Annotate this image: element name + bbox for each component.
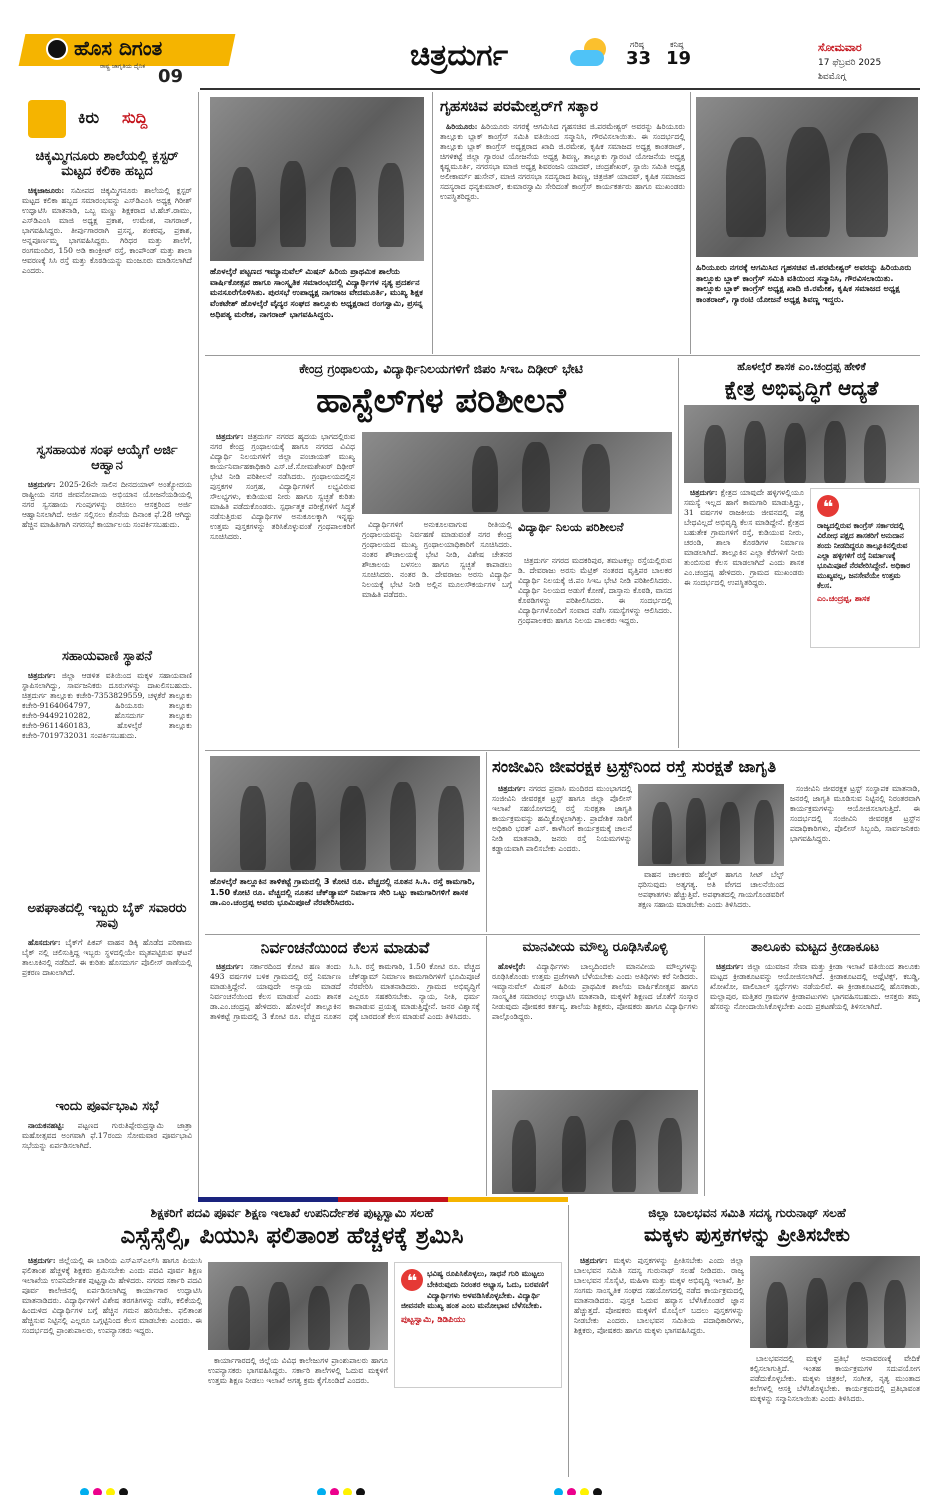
maanaveeya-body — [492, 962, 698, 1084]
balabhavana-text: ಮಕ್ಕಳು ಪುಸ್ತಕಗಳನ್ನು ಪ್ರೀತಿಸಬೇಕು ಎಂದು ಜಿಲ್ಲಾ ಬಾಲಭವನ ಸಮಿತಿ ಸದಸ್ಯ ಗುರುನಾಥ್ ಸಲಹೆ ನೀಡಿದರು. ರಾಜ್ಯ ಬಾಲಭವನ ಸೊಸೈಟಿ, ಮಹಿಳಾ ಮತ್ತು ಮಕ್ಕಳ ಅಭಿವೃದ್ಧಿ ಇಲಾಖೆ, ಶ್ರೀ ಸಂಗಮ ಸಾಂಸ್ಕೃತಿಕ ಸಂಘದ ಸಹಯೋಗದಲ್ಲಿ ನಡೆದ ಕಾರ್ಯಕ್ರಮದಲ್ಲಿ ಮಾತನಾಡಿದರು. ಪುಸ್ತಕ ಓದುವ ಹವ್ಯಾಸ ಬೆಳೆಸಿಕೊಂಡರೆ ಜ್ಞಾನ ಹೆಚ್ಚುತ್ತದೆ. ಪೋಷಕರು ಮಕ್ಕಳಿಗೆ ಮೊಬೈಲ್ ಬದಲು ಪುಸ್ತಕಗಳನ್ನು ನೀಡಬೇಕು ಎಂದರು. ಬಾಲಭವನ ಸಮಿತಿಯ ಪದಾಧಿಕಾರಿಗಳು, ಶಿಕ್ಷಕರು, ಪೋಷಕರು ಹಾಗೂ ಮಕ್ಕಳು ಭಾಗವಹಿಸಿದ್ದರು. — [574, 1256, 744, 1336]
nirvanchana-text: ಸರ್ಕಾರದಿಂದ ಕೋಟಿ ಹಣ ತಂದು 493 ವರ್ಷಗಳ ಬಳಿಕ ಗ್ರಾಮದಲ್ಲಿ ರಸ್ತೆ ನಿರ್ಮಾಣ ಮಾಡುತ್ತಿದ್ದೇನೆ. ಯಾವುದೇ ಅನ್ಯಾಯ ಮಾಡದೆ ನಿರ್ವಂಚನೆಯಿಂದ ಕೆಲಸ ಮಾಡುವೆ ಎಂದು ಶಾಸಕ ಡಾ.ಎಂ.ಚಂದ್ರಪ್ಪ ಹೇಳಿದರು. ಹೊಳಲ್ಕೆರೆ ತಾಲ್ಲೂಕಿನ ತಾಳಿಕಟ್ಟೆ ಗ್ರಾಮದಲ್ಲಿ 3 ಕೋಟಿ ರೂ. ವೆಚ್ಚದ ನೂತನ ಸಿ.ಸಿ. ರಸ್ತೆ ಕಾಮಗಾರಿ, 1.50 ಕೋಟಿ ರೂ. ವೆಚ್ಚದ ಚೆಕ್‌ಡ್ಯಾಮ್ ನಿರ್ಮಾಣ ಕಾಮಗಾರಿಗಳಿಗೆ ಭೂಮಿಪೂಜೆ ನೆರವೇರಿಸಿ ಮಾತನಾಡಿದರು. ಗ್ರಾಮದ ಅಭಿವೃದ್ಧಿಗೆ ಎಲ್ಲರೂ ಸಹಕರಿಸಬೇಕು. ನ್ಯಾಯ, ನೀತಿ, ಧರ್ಮ ಕಾಪಾಡುವ ಪ್ರಯತ್ನ ಮಾಡುತ್ತಿದ್ದೇನೆ. ಜನರ ವಿಶ್ವಾಸಕ್ಕೆ ಧಕ್ಕೆ ಬಾರದಂತೆ ಕೆಲಸ ಮಾಡುವೆ ಎಂದು ತಿಳಿಸಿದರು. — [210, 962, 480, 1022]
lead-body-col2 — [362, 520, 512, 744]
balabhavana-body — [574, 1256, 744, 1472]
sidebar-item-head: ಸ್ವಸಹಾಯಕ ಸಂಘ ಆಯ್ಕೆಗೆ ಅರ್ಜಿ ಆಹ್ವಾನ — [36, 443, 178, 473]
holalkere-headline: ಕ್ಷೇತ್ರ ಅಭಿವೃದ್ಧಿಗೆ ಆದ್ಯತೆ — [724, 376, 879, 400]
sidebar-item-body: 2025-26ನೇ ಸಾಲಿನ ದೀನದಯಾಳ್ ಅಂತ್ಯೋದಯ ರಾಷ್ಟ್ರೀಯ ನಗರ ಜೀವನೋಪಾಯ ಅಭಿಯಾನ ಯೋಜನೆಯಡಿಯಲ್ಲಿ ನಗರ ಸ್ವಸಹಾಯ ಗುಂಪುಗಳನ್ನು ರಚಿಸಲು ಆಸಕ್ತರಿಂದ ಅರ್ಜಿ ಆಹ್ವಾನಿಸಲಾಗಿದೆ. ಅರ್ಜಿ ಸಲ್ಲಿಸಲು ಕೊನೆಯ ದಿನಾಂಕ ಫೆ.28 ಆಗಿದ್ದು ಹೆಚ್ಚಿನ ಮಾಹಿತಿಗಾಗಿ ನಗರಸಭೆ ಕಾರ್ಯಾಲಯ ಸಂಪರ್ಕಿಸಬಹುದು. — [22, 479, 192, 529]
paper-name: ಹೊಸ ದಿಗಂತ — [74, 36, 163, 60]
quote-icon: ❝ — [817, 495, 839, 517]
sslc-body-col2 — [208, 1356, 388, 1472]
balabhavana-photo — [750, 1256, 920, 1348]
parameshwar-text: ಹಿರಿಯೂರು ನಗರಕ್ಕೆ ಆಗಮಿಸಿದ ಗೃಹಸಚಿವ ಜಿ.ಪರಮೇಶ್ವರ್ ಅವರನ್ನು ಹಿರಿಯೂರು ತಾಲ್ಲೂಕು ಬ್ಲಾಕ್ ಕಾಂಗ್ರೆಸ್ ಸಮಿತಿ ವತಿಯಿಂದ ಸನ್ಮಾನಿಸಿ, ಗೌರವಿಸಲಾಯಿತು. ಈ ಸಂದರ್ಭದಲ್ಲಿ ತಾಲ್ಲೂಕು ಬ್ಲಾಕ್ ಕಾಂಗ್ರೆಸ್ ಅಧ್ಯಕ್ಷರಾದ ಖಾದಿ ಜಿ.ರಮೇಶ, ಕೃಷಿಕ ಸಮಾಜದ ಅಧ್ಯಕ್ಷ ಕಾಂತರಾಜ್, ಚಿಗಳಿಕಟ್ಟೆ ಜಿಲ್ಲಾ ಗ್ಯಾರಂಟಿ ಯೋಜನೆಯ ಅಧ್ಯಕ್ಷ ಶಿವಣ್ಣ, ತಾಲ್ಲೂಕು ಗ್ಯಾರಂಟಿ ಯೋಜನೆಯ ಅಧ್ಯಕ್ಷ ಕೃಷ್ಣಮೂರ್ತಿ, ನಗರಸಭಾ ಮಾಜಿ ಅಧ್ಯಕ್ಷ ಶಿವರಂಜನಿ ಯಾದವ್, ಚಂದ್ರಶೇಖರ್, ಸ್ಥಾಯಿ ಸಮಿತಿ ಅಧ್ಯಕ್ಷ ಅಲೀಕಾರ್ಮ್ ಹುಸೇನ್, ಮಾಜಿ ನಗರಸಭಾ ಸದಸ್ಯರಾದ ಶಿವಣ್ಣ, ಚಿತ್ರಜಿತ್ ಯಾದವ್, ಕೃಷಿಕ ಸಮಾಜದ ಸದಸ್ಯರಾದ ಧನ್ಯಕುಮಾರ್, ಕುಮಾರಸ್ವಾಮಿ ಸೇರಿದಂತೆ ಕಾಂಗ್ರೆಸ್ ಕಾರ್ಯಕರ್ತರು ಹಾಗೂ ಮುಖಂಡರು ಉಪಸ್ಥಿತರಿದ್ದರು. — [440, 122, 685, 202]
library-photo — [362, 432, 672, 514]
kreeda-body — [710, 962, 920, 1194]
kreeda-dateline: ಚಿತ್ರದುರ್ಗ: — [716, 962, 744, 971]
sidebar-item — [22, 150, 192, 438]
kreeda-text: ಜಿಲ್ಲಾ ಯುವಜನ ಸೇವಾ ಮತ್ತು ಕ್ರೀಡಾ ಇಲಾಖೆ ವತಿಯಿಂದ ತಾಲೂಕು ಮಟ್ಟದ ಕ್ರೀಡಾಕೂಟವನ್ನು ಆಯೋಜಿಸಲಾಗಿದೆ. ಕ್ರೀಡಾಕೂಟದಲ್ಲಿ ಅಥ್ಲೆಟಿಕ್ಸ್, ಕಬಡ್ಡಿ, ಖೋಖೋ, ವಾಲಿಬಾಲ್ ಸ್ಪರ್ಧೆಗಳು ನಡೆಯಲಿವೆ. ಈ ಕ್ರೀಡಾಕೂಟದಲ್ಲಿ ಹೊಸಕಾಡು, ಮಲ್ಲಾಪುರ, ಮತ್ತಿತರ ಗ್ರಾಮಗಳ ಕ್ರೀಡಾಪಟುಗಳು ಭಾಗವಹಿಸಬಹುದು. ಆಸಕ್ತರು ತಮ್ಮ ಹೆಸರನ್ನು ನೋಂದಾಯಿಸಿಕೊಳ್ಳಬೇಕು ಎಂದು ಪ್ರಕಟಣೆಯಲ್ಲಿ ತಿಳಿಸಲಾಗಿದೆ. — [710, 962, 920, 1012]
sidebar-item-head: ಇಂದು ಪೂರ್ವಭಾವಿ ಸಭೆ — [55, 1099, 159, 1114]
hostel-subtext: ಚಿತ್ರದುರ್ಗ ನಗರದ ಮದಕರಿಪುರ, ತಮಟಕಲ್ಲು ರಸ್ತೆಯಲ್ಲಿರುವ ಡಿ. ದೇವರಾಜು ಅರಸು ಮೆಟ್ರಿಕ್ ನಂತರದ ವೃತ್ತಿಪರ ಬಾಲಕರ ವಿದ್ಯಾರ್ಥಿ ನಿಲಯಕ್ಕೆ ಜಿ.ಪಂ ಸಿಇಒ ಭೇಟಿ ನೀಡಿ ಪರಿಶೀಲಿಸಿದರು. ವಿದ್ಯಾರ್ಥಿ ನಿಲಯದ ಅಡುಗೆ ಕೋಣೆ, ದಾಸ್ತಾನು ಕೊಠಡಿ, ವಾಸದ ಕೊಠಡಿಗಳನ್ನು ಪರಿಶೀಲಿಸಿದರು. ಈ ಸಂದರ್ಭದಲ್ಲಿ ವಿದ್ಯಾರ್ಥಿಗಳೊಂದಿಗೆ ಸಂವಾದ ನಡೆಸಿ ಸಮಸ್ಯೆಗಳನ್ನು ಆಲಿಸಿದರು. ಗ್ರಂಥಪಾಲಕರು ಹಾಗೂ ನಿಲಯ ಪಾಲಕರು ಇದ್ದರು. — [518, 556, 672, 626]
holalkere-dateline: ಚಿತ್ರದುರ್ಗ: — [690, 488, 718, 497]
maanaveeya-text: ವಿದ್ಯಾರ್ಥಿಗಳು ಬಾಲ್ಯದಿಂದಲೇ ಮಾನವೀಯ ಮೌಲ್ಯಗಳನ್ನು ರೂಢಿಸಿಕೊಂಡು ಉತ್ತಮ ಪ್ರಜೆಗಳಾಗಿ ಬೆಳೆಯಬೇಕು ಎಂದು ಅತಿಥಿಗಳು ಕರೆ ನೀಡಿದರು. ಇಮ್ಯಾನುವೆಲ್ ಮಿಷನ್ ಹಿರಿಯ ಪ್ರಾಥಮಿಕ ಶಾಲೆಯ ವಾರ್ಷಿಕೋತ್ಸವ ಹಾಗೂ ಸಾಂಸ್ಕೃತಿಕ ಸಮಾರಂಭ ಉದ್ಘಾಟಿಸಿ ಮಾತನಾಡಿ, ಮಕ್ಕಳಿಗೆ ಶಿಕ್ಷಣದ ಜೊತೆಗೆ ಸಂಸ್ಕಾರ ನೀಡುವುದು ಪೋಷಕರ ಕರ್ತವ್ಯ. ಶಾಲೆಯ ಶಿಕ್ಷಕರು, ಪೋಷಕರು ಹಾಗೂ ವಿದ್ಯಾರ್ಥಿಗಳು ಪಾಲ್ಗೊಂಡಿದ್ದರು. — [492, 962, 698, 1022]
sanjeevini-col3 — [790, 784, 920, 932]
road-work-caption: ಹೊಳಲ್ಕೆರೆ ತಾಲ್ಲೂಕಿನ ತಾಳಿಕಟ್ಟೆ ಗ್ರಾಮದಲ್ಲಿ 3 ಕೋಟಿ ರೂ. ವೆಚ್ಚದಲ್ಲಿ ನೂತನ ಸಿ.ಸಿ. ರಸ್ತೆ ಕಾಮಗಾರಿ, 1.50 ಕೋಟಿ ರೂ. ವೆಚ್ಚದಲ್ಲಿ ನೂತನ ಚೆಕ್‌ಡ್ಯಾಮ್ ನಿರ್ಮಾಣ ಸೇರಿ ಒಟ್ಟು ಕಾಮಗಾರಿಗಳಿಗೆ ಶಾಸಕ ಡಾ.ಎಂ.ಚಂದ್ರಪ್ಪ ಅವರು ಭೂಮಿಪೂಜೆ ನೆರವೇರಿಸಿದರು. — [210, 876, 475, 908]
sanjeevini-text-3: ಸಂಜೀವಿನಿ ಜೀವರಕ್ಷಕ ಟ್ರಸ್ಟ್ ಸಂಸ್ಥಾಪಕ ಮಾತನಾಡಿ, ಜನರಲ್ಲಿ ಜಾಗೃತಿ ಮೂಡಿಸುವ ನಿಟ್ಟಿನಲ್ಲಿ ನಿರಂತರವಾಗಿ ಕಾರ್ಯಕ್ರಮಗಳನ್ನು ಆಯೋಜಿಸಲಾಗುತ್ತಿದೆ. ಈ ಸಂದರ್ಭದಲ್ಲಿ ಸಂಜೀವಿನಿ ಜೀವರಕ್ಷಕ ಟ್ರಸ್ಟ್‌ನ ಪದಾಧಿಕಾರಿಗಳು, ಪೊಲೀಸ್ ಸಿಬ್ಬಂದಿ, ಸಾರ್ವಜನಿಕರು ಭಾಗವಹಿಸಿದ್ದರು. — [790, 784, 920, 844]
print-registration-marks — [80, 1482, 900, 1492]
sidebar-item — [22, 444, 192, 644]
sidebar-dateline: ಚಿಕ್ಕಜಾಜೂರು: — [28, 185, 65, 195]
road-work-photo — [210, 756, 480, 872]
sanjeevini-dateline: ಚಿತ್ರದುರ್ಗ: — [498, 784, 526, 793]
sslc-body-col1 — [22, 1256, 202, 1472]
holalkere-quote: ರಾಜ್ಯದಲ್ಲಿರುವ ಕಾಂಗ್ರೆಸ್ ಸರ್ಕಾರದಲ್ಲಿ ವಿರೋಧ ಪಕ್ಷದ ಶಾಸಕರಿಗೆ ಅನುದಾನ ತಂದು ನೀಡದಿದ್ದರೂ ತಾಲ್ಲೂಕಿನಲ್ಲಿರುವ ಎಲ್ಲಾ ಹಳ್ಳಿಗಳಿಗೆ ರಸ್ತೆ ನಿರ್ಮಾಣಕ್ಕೆ ಭೂಮಿಪೂಜೆ ನೆರವೇರಿಸಿದ್ದೇನೆ. ಅಧಿಕಾರ ಮುಖ್ಯವಲ್ಲ, ಜನಸೇವೆಯೇ ಉತ್ತಮ ಕೆಲಸ. — [817, 521, 911, 590]
min-temp: 19 — [666, 48, 692, 69]
sslc-dateline: ಚಿತ್ರದುರ್ಗ: — [28, 1256, 56, 1265]
sanjeevini-col1 — [492, 784, 632, 932]
sidebar-dateline: ಚಿತ್ರದುರ್ಗ: — [28, 670, 56, 680]
lead-text-2: ವಿದ್ಯಾರ್ಥಿಗಳಿಗೆ ಅನುಕೂಲವಾಗುವ ರೀತಿಯಲ್ಲಿ ಗ್ರಂಥಾಲಯವನ್ನು ನಿರ್ವಹಣೆ ಮಾಡುವಂತೆ ನಗರ ಕೇಂದ್ರ ಗ್ರಂಥಾಲಯದ ಮುಖ್ಯ ಗ್ರಂಥಾಲಯಾಧಿಕಾರಿಗೆ ಸೂಚಿಸಿದರು. ನಂತರ ಶೌಚಾಲಯಕ್ಕೆ ಭೇಟಿ ನೀಡಿ, ವಿಶೇಷ ಚೇತನರ ಶೌಚಾಲಯ ಬಳಸಲು ಹಾಗೂ ಸ್ವಚ್ಛತೆ ಕಾಪಾಡಲು ಸೂಚಿಸಿದರು. ನಂತರ ಡಿ. ದೇವರಾಜು ಅರಸು ವಿದ್ಯಾರ್ಥಿ ನಿಲಯಕ್ಕೆ ಭೇಟಿ ನೀಡಿ ಅಲ್ಲಿನ ಮೂಲಸೌಕರ್ಯಗಳ ಬಗ್ಗೆ ಮಾಹಿತಿ ಪಡೆದರು. — [362, 520, 512, 600]
school-dance-caption: ಹೊಳಲ್ಕೆರೆ ಪಟ್ಟಣದ ಇಮ್ಯಾನುವೆಲ್ ಮಿಷನ್ ಹಿರಿಯ ಪ್ರಾಥಮಿಕ ಶಾಲೆಯ ವಾರ್ಷಿಕೋತ್ಸವ ಹಾಗೂ ಸಾಂಸ್ಕೃತಿಕ ಸಮಾರಂಭದಲ್ಲಿ ವಿದ್ಯಾರ್ಥಿಗಳ ನೃತ್ಯ ಪ್ರದರ್ಶನ ಮನಸೂರೆಗೊಳಿಸಿತು. ಪುರಸಭೆ ಉಪಾಧ್ಯಕ್ಷ ನಾಗರಾಜ ವೇದಮೂರ್ತಿ, ಮುಖ್ಯ ಶಿಕ್ಷಕ ವೆಂಕಟೇಶ್ ಹೊಳಲ್ಕೆರೆ ವೈದ್ಯರ ಸಂಘದ ತಾಲ್ಲೂಕು ಅಧ್ಯಕ್ಷರಾದ ರಂಗಸ್ವಾಮಿ, ಪ್ರಸನ್ನ ಅಧಿಪತ್ಯ ಮರೇಶ, ನಾಗರಾಜ್ ಭಾಗವಹಿಸಿದ್ದರು. — [210, 266, 423, 319]
sanjeevini-text-2: ವಾಹನ ಚಾಲಕರು ಹೆಲ್ಮೆಟ್ ಹಾಗೂ ಸೀಟ್ ಬೆಲ್ಟ್ ಧರಿಸುವುದು ಅತ್ಯಗತ್ಯ. ಅತಿ ವೇಗದ ಚಾಲನೆಯಿಂದ ಅಪಘಾತಗಳು ಹೆಚ್ಚುತ್ತಿವೆ. ಅಪಘಾತದಲ್ಲಿ ಗಾಯಗೊಂಡವರಿಗೆ ತಕ್ಷಣ ಸಹಾಯ ಮಾಡಬೇಕು ಎಂದು ತಿಳಿಸಿದರು. — [638, 870, 784, 910]
issue-day: ಸೋಮವಾರ — [818, 41, 862, 54]
holalkere-text: ಕ್ಷೇತ್ರದ ಯಾವುದೇ ಹಳ್ಳಿಗಳಲ್ಲಿಯೂ ಸಮಸ್ಯೆ ಇಲ್ಲದ ಹಾಗೆ ಕಾಮಗಾರಿ ಮಾಡುತ್ತಿದ್ದು, 31 ವರ್ಷಗಳ ರಾಜಕೀಯ ಜೀವನದಲ್ಲಿ ಪಕ್ಷ ಬೇಧವಿಲ್ಲದೆ ಅಭಿವೃದ್ಧಿ ಕೆಲಸ ಮಾಡಿದ್ದೇನೆ. ಕ್ಷೇತ್ರದ ಬಹುತೇಕ ಗ್ರಾಮಗಳಿಗೆ ರಸ್ತೆ, ಕುಡಿಯುವ ನೀರು, ಚರಂಡಿ, ಶಾಲಾ ಕೊಠಡಿಗಳ ನಿರ್ಮಾಣ ಮಾಡಲಾಗಿದೆ. ತಾಲ್ಲೂಕಿನ ಎಲ್ಲಾ ಕೆರೆಗಳಿಗೆ ನೀರು ತುಂಬಿಸುವ ಕೆಲಸ ಮಾಡಲಾಗಿದೆ ಎಂದು ಶಾಸಕ ಎಂ.ಚಂದ್ರಪ್ಪ ಹೇಳಿದರು. ಗ್ರಾಮದ ಮುಖಂಡರು ಈ ಸಂದರ್ಭದಲ್ಲಿ ಉಪಸ್ಥಿತರಿದ್ದರು. — [684, 488, 804, 588]
weather-icon — [568, 36, 612, 70]
kiru-label: ಕಿರು — [78, 108, 100, 127]
sidebar-item — [22, 1100, 192, 1195]
paper-logo-icon — [46, 38, 68, 60]
sslc-headline: ಎಸ್ಸೆಸ್ಸೆಲ್ಸಿ, ಪಿಯುಸಿ ಫಲಿತಾಂಶ ಹೆಚ್ಚಳಕ್ಕೆ ಶ್ರಮಿಸಿ — [120, 1223, 464, 1249]
max-temp-label: ಗರಿಷ್ಠ — [630, 40, 644, 49]
sidebar-item-head: ಅಪಘಾತದಲ್ಲಿ ಇಬ್ಬರು ಬೈಕ್ ಸವಾರರು ಸಾವು — [27, 901, 187, 931]
min-temp-label: ಕನಿಷ್ಠ — [670, 40, 684, 49]
suddi-label: ಸುದ್ದಿ — [122, 108, 148, 127]
lead-headline: ಹಾಸ್ಟೆಲ್‌ಗಳ ಪರಿಶೀಲನೆ — [316, 381, 566, 421]
sidebar-dateline: ಚಿತ್ರದುರ್ಗ: — [28, 479, 56, 489]
sidebar-item-body: ಪಟ್ಟಣದ ಗುರುತಿಪ್ಪೇರುದ್ರಸ್ವಾಮಿ ಜಾತ್ರಾ ಮಹೋತ್ಸವದ ಅಂಗವಾಗಿ ಫೆ.17ರಂದು ಸೋಮವಾರ ಪೂರ್ವಭಾವಿ ಸಭೆಯನ್ನು ಏರ್ಪಡಿಸಲಾಗಿದೆ. — [22, 1120, 192, 1150]
kreeda-headline: ತಾಲೂಕು ಮಟ್ಟದ ಕ್ರೀಡಾಕೂಟ — [750, 939, 880, 955]
kiru-suddi-header — [28, 98, 188, 142]
page-number: 09 — [158, 66, 184, 87]
holalkere-quote-box — [810, 488, 920, 648]
maanaveeya-headline: ಮಾನವೀಯ ಮೌಲ್ಯ ರೂಢಿಸಿಕೊಳ್ಳಿ — [522, 939, 668, 955]
sslc-kicker: ಶಿಕ್ಷಕರಿಗೆ ಪದವಿ ಪೂರ್ವ ಶಿಕ್ಷಣ ಇಲಾಖೆ ಉಪನಿರ್ದೇಶಕ ಪುಟ್ಟಸ್ವಾಮಿ ಸಲಹೆ — [150, 1206, 434, 1220]
issue-date: 17 ಫೆಬ್ರವರಿ 2025 — [818, 58, 882, 68]
sidebar-item-head: ಚಿಕ್ಕಮ್ಮಿಗನೂರು ಶಾಲೆಯಲ್ಲಿ ಕ್ಲಸ್ಟರ್ ಮಟ್ಟದ ಕಲಿಕಾ ಹಬ್ಬದ — [35, 149, 179, 179]
nirvanchana-body — [210, 962, 480, 1192]
sidebar-dateline: ನಾಯಕನಹಟ್ಟಿ: — [28, 1120, 65, 1130]
balabhavana-body2 — [750, 1354, 920, 1472]
nirvanchana-headline: ನಿರ್ವಂಚನೆಯಿಂದ ಕೆಲಸ ಮಾಡುವೆ — [260, 939, 430, 957]
balabhavana-kicker: ಜಿಲ್ಲಾ ಬಾಲಭವನ ಸಮಿತಿ ಸದಸ್ಯ ಗುರುನಾಥ್ ಸಲಹೆ — [648, 1206, 846, 1220]
issue-place: ಶಿವಮೊಗ್ಗ — [818, 72, 846, 82]
max-temp: 33 — [626, 48, 652, 69]
maanaveeya-dateline: ಹೊಳಲ್ಕೆರೆ: — [498, 962, 526, 971]
maanaveeya-photo — [492, 1090, 698, 1194]
parameshwar-body — [440, 122, 685, 350]
hand-icon — [28, 100, 66, 138]
balabhavana-dateline: ಚಿತ್ರದುರ್ಗ: — [580, 1256, 608, 1265]
sslc-quote: ಭವಿಷ್ಯ ರೂಪಿಸಿಕೊಳ್ಳಲು, ಸಾಧನೆ ಗುರಿ ಮುಟ್ಟಲು ಬೇಕಿರುವುದು ನಿರಂತರ ಅಭ್ಯಾಸ, ಓದು, ಬರವಣಿಗೆ ವಿದ್ಯಾರ್ಥಿಗಳು ಅಳವಡಿಸಿಕೊಳ್ಳಬೇಕು. ವಿದ್ಯಾರ್ಥಿ ಜೀವನವೇ ಮುಖ್ಯ ಹಂತ ಎಂಬ ಮನೋಭಾವ ಬೆಳೆಸಬೇಕು. — [401, 1269, 549, 1311]
balabhavana-text-2: ಬಾಲಭವನದಲ್ಲಿ ಮಕ್ಕಳ ಪ್ರತಿಭೆ ಅನಾವರಣಕ್ಕೆ ವೇದಿಕೆ ಕಲ್ಪಿಸಲಾಗುತ್ತಿದೆ. ಇಂತಹ ಕಾರ್ಯಕ್ರಮಗಳ ಸದುಪಯೋಗ ಪಡೆದುಕೊಳ್ಳಬೇಕು. ಮಕ್ಕಳು ಚಿತ್ರಕಲೆ, ಸಂಗೀತ, ನೃತ್ಯ ಮುಂತಾದ ಕಲೆಗಳಲ್ಲಿ ಆಸಕ್ತಿ ಬೆಳೆಸಿಕೊಳ್ಳಬೇಕು. ಕಾರ್ಯಕ್ರಮದಲ್ಲಿ ಪ್ರತಿಭಾವಂತ ಮಕ್ಕಳನ್ನು ಸನ್ಮಾನಿಸಲಾಯಿತು ಎಂದು ತಿಳಿಸಿದರು. — [750, 1354, 920, 1404]
sanjeevini-col2 — [638, 870, 784, 932]
city-name: ಚಿತ್ರದುರ್ಗ — [410, 38, 509, 73]
paper-tagline: ರಾಷ್ಟ್ರ ಜಾಗೃತಿಯ ದೈನಿಕ — [100, 63, 146, 70]
school-dance-photo — [210, 97, 424, 261]
sidebar-item-body: ಜಿಲ್ಲಾ ಆಡಳಿತ ವತಿಯಿಂದ ಮಕ್ಕಳ ಸಹಾಯವಾಣಿ ಸ್ಥಾಪಿಸಲಾಗಿದ್ದು, ಸಾರ್ವಜನಿಕರು ದೂರುಗಳನ್ನು ದಾಖಲಿಸಬಹುದು. ಚಿತ್ರದುರ್ಗ ತಾಲ್ಲೂಕು ಕಚೇರಿ-7353829559, ಚಳ್ಳಕೆರೆ ತಾಲ್ಲೂಕು ಕಚೇರಿ-9164064797, ಹಿರಿಯೂರು ತಾಲ್ಲೂಕು ಕಚೇರಿ-9449210282, ಹೊಸದುರ್ಗ ತಾಲ್ಲೂಕು ಕಚೇರಿ-9611460183, ಹೊಳಲ್ಕೆರೆ ತಾಲ್ಲೂಕು ಕಚೇರಿ-7019732031 ಸಂಪರ್ಕಿಸಬಹುದು. — [22, 670, 192, 741]
sanjeevini-photo — [638, 784, 784, 866]
parameshwar-photo — [696, 97, 918, 257]
sidebar-item — [22, 650, 192, 895]
holalkere-photo — [684, 405, 919, 483]
nirvanchana-dateline: ಚಿತ್ರದುರ್ಗ: — [216, 962, 244, 971]
lead-dateline: ಚಿತ್ರದುರ್ಗ: — [216, 432, 244, 441]
sslc-text: ಜಿಲ್ಲೆಯಲ್ಲಿ ಈ ಬಾರಿಯ ಎಸ್ಎಸ್ಎಲ್‌ಸಿ ಹಾಗೂ ಪಿಯುಸಿ ಫಲಿತಾಂಶ ಹೆಚ್ಚಳಕ್ಕೆ ಶಿಕ್ಷಕರು ಶ್ರಮಿಸಬೇಕು ಎಂದು ಪದವಿ ಪೂರ್ವ ಶಿಕ್ಷಣ ಇಲಾಖೆಯ ಉಪನಿರ್ದೇಶಕ ಪುಟ್ಟಸ್ವಾಮಿ ಹೇಳಿದರು. ನಗರದ ಸರ್ಕಾರಿ ಪದವಿ ಪೂರ್ವ ಕಾಲೇಜಿನಲ್ಲಿ ಏರ್ಪಡಿಸಲಾಗಿದ್ದ ಕಾರ್ಯಾಗಾರ ಉದ್ಘಾಟಿಸಿ ಮಾತನಾಡಿದರು. ವಿದ್ಯಾರ್ಥಿಗಳಿಗೆ ವಿಶೇಷ ತರಗತಿಗಳನ್ನು ನಡೆಸಿ, ಕಲಿಕೆಯಲ್ಲಿ ಹಿಂದುಳಿದ ವಿದ್ಯಾರ್ಥಿಗಳ ಬಗ್ಗೆ ಹೆಚ್ಚಿನ ಗಮನ ಹರಿಸಬೇಕು. ಫಲಿತಾಂಶ ಹೆಚ್ಚಿಸುವ ನಿಟ್ಟಿನಲ್ಲಿ ಎಲ್ಲರೂ ಒಗ್ಗಟ್ಟಿನಿಂದ ಕೆಲಸ ಮಾಡಬೇಕು ಎಂದರು. ಈ ಸಂದರ್ಭದಲ್ಲಿ ಪ್ರಾಂಶುಪಾಲರು, ಉಪನ್ಯಾಸಕರು ಇದ್ದರು. — [22, 1256, 202, 1336]
sanjeevini-headline: ಸಂಜೀವಿನಿ ಜೀವರಕ್ಷಕ ಟ್ರಸ್ಟ್‌ನಿಂದ ರಸ್ತೆ ಸುರಕ್ಷತೆ ಜಾಗೃತಿ — [492, 757, 777, 776]
hostel-subhead: ವಿದ್ಯಾರ್ಥಿ ನಿಲಯ ಪರಿಶೀಲನೆ — [518, 520, 624, 534]
hostel-subbody — [518, 556, 672, 744]
holalkere-kicker: ಹೊಳಲ್ಕೆರೆ ಶಾಸಕ ಎಂ.ಚಂದ್ರಪ್ಪ ಹೇಳಿಕೆ — [737, 361, 866, 373]
parameshwar-caption: ಹಿರಿಯೂರು ನಗರಕ್ಕೆ ಆಗಮಿಸಿದ ಗೃಹಸಚಿವ ಜಿ.ಪರಮೇಶ್ವರ್ ಅವರನ್ನು ಹಿರಿಯೂರು ತಾಲ್ಲೂಕು ಬ್ಲಾಕ್ ಕಾಂಗ್ರೆಸ್ ಸಮಿತಿ ವತಿಯಿಂದ ಸನ್ಮಾನಿಸಿ, ಗೌರವಿಸಲಾಯಿತು. ತಾಲ್ಲೂಕು ಬ್ಲಾಕ್ ಕಾಂಗ್ರೆಸ್ ಅಧ್ಯಕ್ಷ ಖಾದಿ ಜಿ.ರಮೇಶ, ಕೃಷಿಕ ಸಮಾಜದ ಅಧ್ಯಕ್ಷ ಕಾಂತರಾಜ್, ಗ್ಯಾರಂಟಿ ಯೋಜನೆ ಅಧ್ಯಕ್ಷ ಶಿವಣ್ಣ ಇದ್ದರು. — [696, 262, 912, 304]
quote-icon: ❝ — [401, 1269, 423, 1291]
sidebar-item-body: ಬೈಕ್‌ಗೆ ಪಿಕಪ್ ವಾಹನ ಡಿಕ್ಕಿ ಹೊಡೆದ ಪರಿಣಾಮ ಬೈಕ್ ನಲ್ಲಿ ಚಲಿಸುತ್ತಿದ್ದ ಇಬ್ಬರು ಸ್ಥಳದಲ್ಲಿಯೇ ಮೃತಪಟ್ಟಿರುವ ಘಟನೆ ತಾಲೂಕಿನಲ್ಲಿ ನಡೆದಿದೆ. ಈ ಕುರಿತು ಹೊಸದುರ್ಗ ಪೊಲೀಸ್ ಠಾಣೆಯಲ್ಲಿ ಪ್ರಕರಣ ದಾಖಲಾಗಿದೆ. — [22, 937, 192, 977]
section-divider — [22, 1197, 920, 1202]
sidebar-item-head: ಸಹಾಯವಾಣಿ ಸ್ಥಾಪನೆ — [62, 649, 152, 664]
lead-body-col1 — [210, 432, 355, 744]
sanjeevini-text-1: ನಗರದ ಪ್ರವಾಸಿ ಮಂದಿರದ ಮುಂಭಾಗದಲ್ಲಿ ಸಂಜೀವಿನಿ ಜೀವರಕ್ಷಕ ಟ್ರಸ್ಟ್ ಹಾಗೂ ಜಿಲ್ಲಾ ಪೊಲೀಸ್ ಇಲಾಖೆ ಸಹಯೋಗದಲ್ಲಿ ರಸ್ತೆ ಸುರಕ್ಷತಾ ಜಾಗೃತಿ ಕಾರ್ಯಕ್ರಮವನ್ನು ಹಮ್ಮಿಕೊಳ್ಳಲಾಗಿತ್ತು. ಪ್ರಾದೇಶಿಕ ಸಾರಿಗೆ ಅಧಿಕಾರಿ ಭರತ್ ಎಸ್. ಕಾಳೆಸಿಂಗೆ ಕಾರ್ಯಕ್ರಮಕ್ಕೆ ಚಾಲನೆ ನೀಡಿ ಮಾತನಾಡಿ, ಜನರು ರಸ್ತೆ ನಿಯಮಗಳನ್ನು ಕಡ್ಡಾಯವಾಗಿ ಪಾಲಿಸಬೇಕು ಎಂದರು. — [492, 784, 632, 854]
sidebar-item-body: ಸಮೀಪದ ಚಿಕ್ಕಮ್ಮಿಗನೂರು ಶಾಲೆಯಲ್ಲಿ ಕ್ಲಸ್ಟರ್ ಮಟ್ಟದ ಕಲಿಕಾ ಹಬ್ಬದ ಸಮಾರಂಭವನ್ನು ಎಸ್‌ಡಿಎಂಸಿ ಅಧ್ಯಕ್ಷ ಗಿರೀಶ್ ಉದ್ಘಾಟಿಸಿ ಮಾತನಾಡಿ, ಒಬ್ಬ ಮಣ್ಣು ಶಿಕ್ಷಕರಾದ ಟಿ.ಹೆಚ್.ರಾಮು, ಎಸ್‌ಡಿಎಂಸಿ ಮಾಜಿ ಅಧ್ಯಕ್ಷ ಪ್ರಕಾಶ, ಉಮೇಶ, ನಾಗರಾಜ್, ಭಾಗವಹಿಸಿದ್ದರು. ತೀರ್ಪುಗಾರರಾಗಿ ಪ್ರಸನ್ನ, ಶಂಕರಪ್ಪ, ಪ್ರಕಾಶ, ಅನ್ನಪೂರ್ಣಮ್ಮ ಭಾಗವಹಿಸಿದ್ದರು. ಗಿರಿಧರ ಮತ್ತು ಶಾಲೆಗೆ, ರಂಗಮಂದಿರ, 150 ಅಡಿ ಕಾಂಕ್ರೀಟ್ ರಸ್ತೆ, ಕಾಂಪೌಂಡ್ ಮತ್ತು ಶಾಲಾ ಆವರಣಕ್ಕೆ ಸಿಸಿ ರಸ್ತೆ ಮತ್ತು ಕೊಠಡಿಯನ್ನು ಮಂಜೂರು ಮಾಡಿಸಲಾಗಿದೆ ಎಂದರು. — [22, 185, 192, 275]
kiru-suddi-sidebar — [22, 92, 192, 1197]
lead-kicker: ಕೇಂದ್ರ ಗ್ರಂಥಾಲಯ, ವಿದ್ಯಾರ್ಥಿನಿಲಯಗಳಿಗೆ ಜಿಪಂ ಸಿಇಒ ದಿಢೀರ್ ಭೇಟಿ — [299, 361, 583, 376]
sslc-quote-by: ಪುಟ್ಟಸ್ವಾಮಿ, ಡಿಡಿಪಿಯು — [401, 1315, 466, 1326]
sslc-text-2: ಕಾರ್ಯಾಗಾರದಲ್ಲಿ ಜಿಲ್ಲೆಯ ವಿವಿಧ ಕಾಲೇಜುಗಳ ಪ್ರಾಂಶುಪಾಲರು ಹಾಗೂ ಉಪನ್ಯಾಸಕರು ಭಾಗವಹಿಸಿದ್ದರು. ಸರ್ಕಾರಿ ಶಾಲೆಗಳಲ್ಲಿ ಓದುವ ಮಕ್ಕಳಿಗೆ ಉತ್ತಮ ಶಿಕ್ಷಣ ನೀಡಲು ಇಲಾಖೆ ಅಗತ್ಯ ಕ್ರಮ ಕೈಗೊಂಡಿದೆ ಎಂದರು. — [208, 1356, 388, 1386]
masthead — [0, 0, 945, 92]
balabhavana-headline: ಮಕ್ಕಳು ಪುಸ್ತಕಗಳನ್ನು ಪ್ರೀತಿಸಬೇಕು — [644, 1224, 850, 1246]
sidebar-dateline: ಹೊಸದುರ್ಗ: — [28, 937, 61, 947]
holalkere-quote-by: ಎಂ.ಚಂದ್ರಪ್ಪ, ಶಾಸಕ — [817, 593, 870, 603]
sslc-photo — [208, 1262, 388, 1350]
sslc-quote-box — [394, 1262, 562, 1388]
sidebar-item — [22, 902, 192, 1094]
parameshwar-dateline: ಹಿರಿಯೂರು: — [446, 122, 478, 131]
holalkere-body — [684, 488, 804, 744]
lead-text-1: ಚಿತ್ರದುರ್ಗ ನಗರದ ಹೃದಯ ಭಾಗದಲ್ಲಿರುವ ನಗರ ಕೇಂದ್ರ ಗ್ರಂಥಾಲಯಕ್ಕೆ ಹಾಗೂ ನಗರದ ವಿವಿಧ ವಿದ್ಯಾರ್ಥಿ ನಿಲಯಗಳಿಗೆ ಜಿಲ್ಲಾ ಪಂಚಾಯತ್ ಮುಖ್ಯ ಕಾರ್ಯನಿರ್ವಾಹಕಾಧಿಕಾರಿ ಎಸ್.ಜೆ.ಸೋಮಶೇಖರ್ ದಿಢೀರ್ ಭೇಟಿ ನೀಡಿ ಪರಿಶೀಲನೆ ನಡೆಸಿದರು. ಗ್ರಂಥಾಲಯದಲ್ಲಿನ ಪುಸ್ತಕಗಳ ಸಂಗ್ರಹ, ವಿದ್ಯಾರ್ಥಿಗಳಿಗೆ ಲಭ್ಯವಿರುವ ಸೌಲಭ್ಯಗಳು, ಕುಡಿಯುವ ನೀರು ಹಾಗೂ ಸ್ವಚ್ಛತೆ ಕುರಿತು ಮಾಹಿತಿ ಪಡೆದುಕೊಂಡರು. ಸ್ಪರ್ಧಾತ್ಮಕ ಪರೀಕ್ಷೆಗಳಿಗೆ ಸಿದ್ಧತೆ ನಡೆಸುತ್ತಿರುವ ವಿದ್ಯಾರ್ಥಿಗಳ ಅನುಕೂಲಕ್ಕಾಗಿ ಇನ್ನಷ್ಟು ಉತ್ತಮ ಪುಸ್ತಕಗಳನ್ನು ತರಿಸಿಕೊಳ್ಳುವಂತೆ ಗ್ರಂಥಪಾಲಕರಿಗೆ ಸೂಚಿಸಿದರು. — [210, 432, 355, 542]
parameshwar-headline: ಗೃಹಸಚಿವ ಪರಮೇಶ್ವರ್‌ಗೆ ಸತ್ಕಾರ — [440, 97, 599, 115]
